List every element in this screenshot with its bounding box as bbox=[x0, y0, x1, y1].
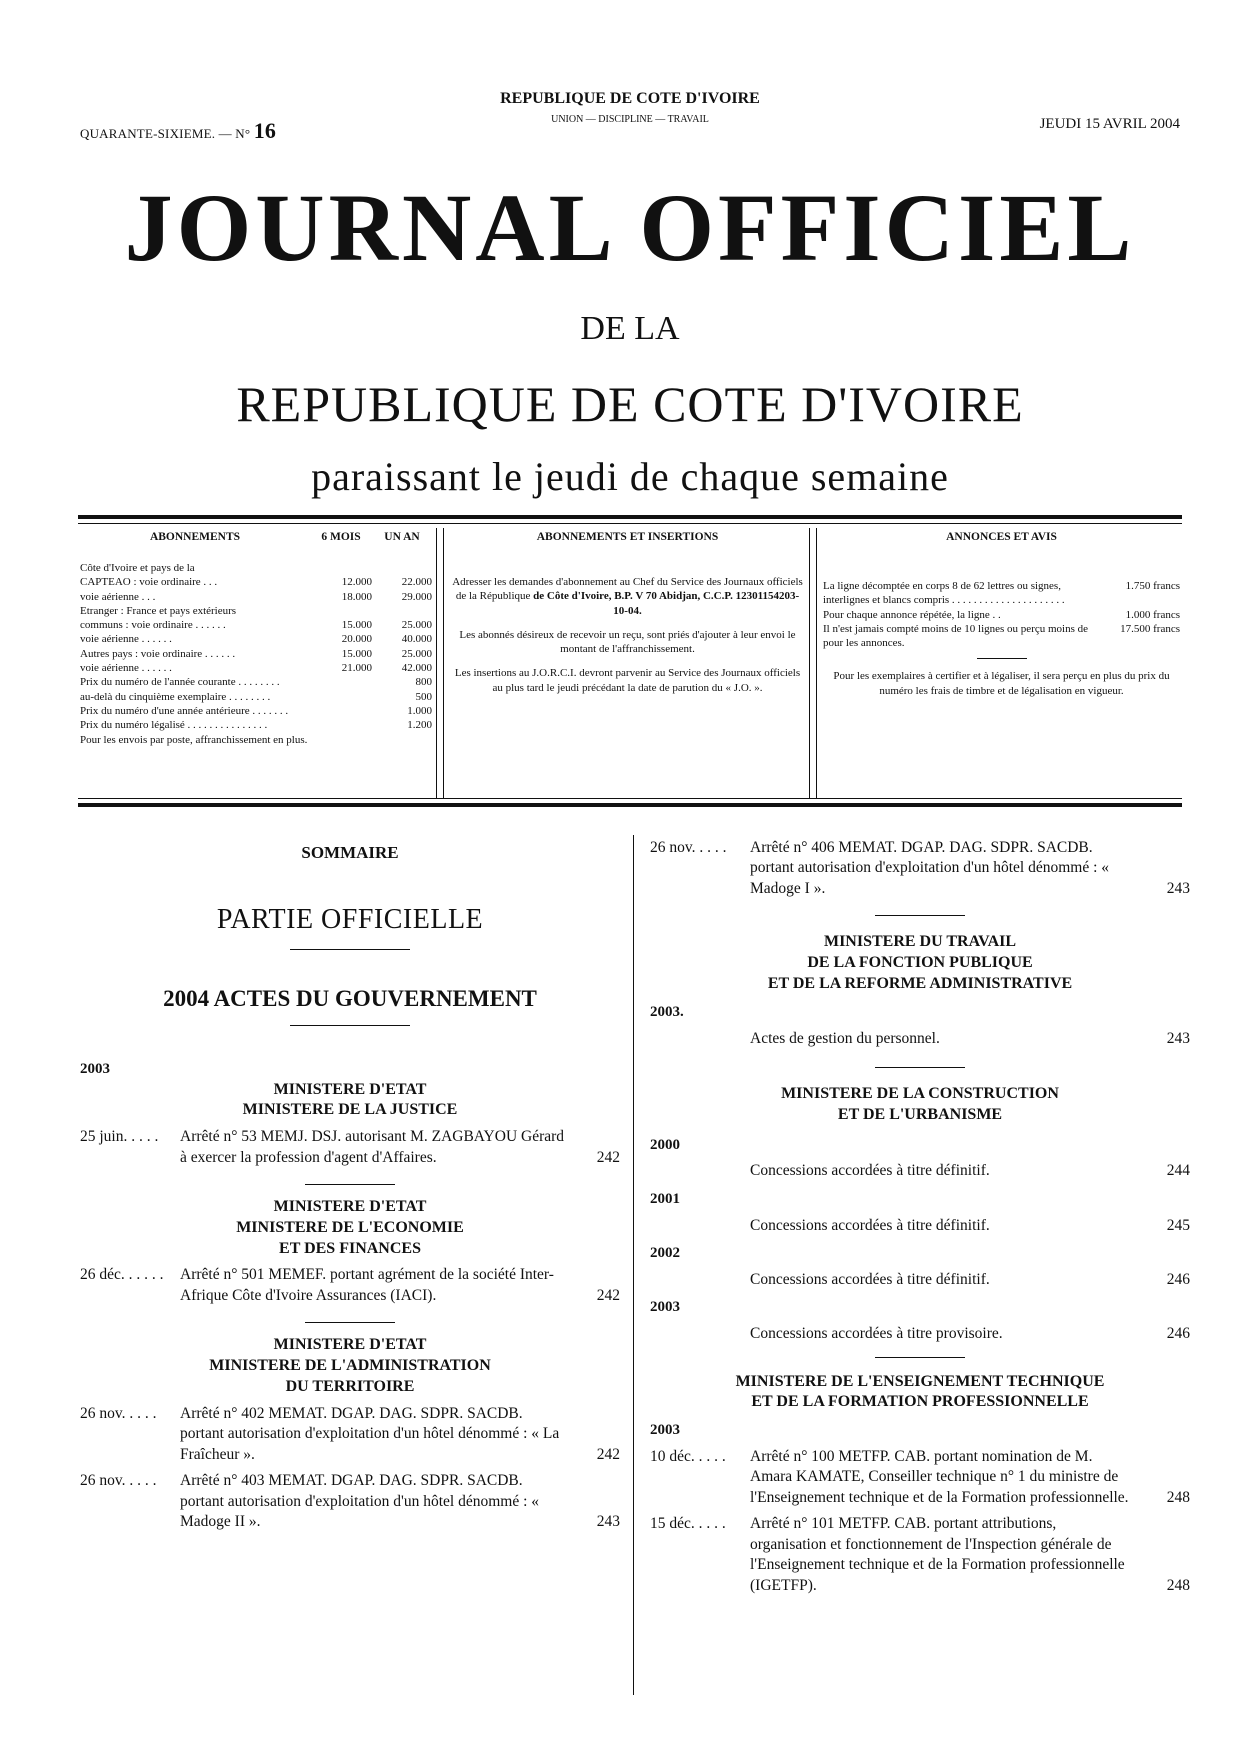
ministry-line: MINISTERE D'ETAT bbox=[273, 1336, 427, 1354]
rate-6-mois: 15.000 bbox=[341, 647, 372, 660]
entry-page: 243 bbox=[1166, 1029, 1190, 1047]
actes-gouvernement: 2004 ACTES DU GOUVERNEMENT bbox=[163, 986, 537, 1012]
motto: UNION — DISCIPLINE — TRAVAIL bbox=[551, 114, 709, 125]
insertions-heading: ABONNEMENTS ET INSERTIONS bbox=[536, 531, 719, 543]
entry-text: Concessions accordées à titre provisoire. bbox=[750, 1325, 1003, 1343]
entry-page: 242 bbox=[596, 1445, 620, 1463]
rate-label: voie aérienne . . . . . . bbox=[80, 662, 172, 675]
rate-un-an: 25.000 bbox=[401, 647, 432, 660]
rate-label: CAPTEAO : voie ordinaire . . . bbox=[80, 576, 218, 589]
year-label: 2001 bbox=[650, 1190, 680, 1207]
subscriptions-intro: Côte d'Ivoire et pays de la bbox=[80, 561, 195, 574]
divider bbox=[875, 1357, 965, 1358]
year-label: 2000 bbox=[650, 1136, 680, 1153]
rate-6-mois bbox=[316, 604, 372, 618]
rate-6-mois: 21.000 bbox=[341, 662, 372, 675]
entry-text: Actes de gestion du personnel. bbox=[750, 1029, 940, 1047]
year-label: 2003. bbox=[650, 1003, 684, 1020]
ministry-line: ET DE L'URBANISME bbox=[837, 1105, 1003, 1123]
entry-text: Arrêté n° 100 METFP. CAB. portant nomination de M. Amara KAMATE, Conseiller technique n° 1 du ministre de l'Enseignement technique et de la Formation professionnelle. bbox=[750, 1447, 1129, 1506]
rate-row bbox=[80, 661, 432, 675]
ministry-line: MINISTERE D'ETAT bbox=[273, 1080, 427, 1098]
entry-date: 26 nov. . . . . bbox=[80, 1404, 157, 1422]
rate-label: Etranger : France et pays extérieurs bbox=[80, 604, 237, 617]
rate-6-mois bbox=[316, 690, 372, 704]
subscriptions-box bbox=[80, 530, 432, 795]
col-6-mois: 6 MOIS bbox=[321, 531, 361, 543]
divider bbox=[305, 1184, 395, 1185]
sommaire-entry[interactable] bbox=[650, 838, 1190, 899]
ministry-line: DE LA FONCTION PUBLIQUE bbox=[807, 954, 1033, 972]
year-label: 2003 bbox=[650, 1422, 680, 1439]
ministry-line: DU TERRITOIRE bbox=[285, 1377, 415, 1395]
issue-date: JEUDI 15 AVRIL 2004 bbox=[1039, 116, 1180, 132]
republic-name: REPUBLIQUE DE COTE D'IVOIRE bbox=[236, 376, 1024, 432]
sommaire-title: SOMMAIRE bbox=[301, 843, 399, 862]
rate-row bbox=[80, 690, 432, 704]
entry-page: 248 bbox=[1166, 1488, 1190, 1506]
ministry-line: ET DES FINANCES bbox=[279, 1239, 421, 1257]
rate-label: Prix du numéro de l'année courante . . . . . . . . bbox=[80, 676, 280, 689]
sommaire-entry[interactable] bbox=[650, 1216, 1190, 1236]
divider bbox=[78, 803, 1182, 807]
subscriptions-heading: ABONNEMENTS bbox=[149, 531, 241, 543]
ministry-line: ET DE LA FORMATION PROFESSIONNELLE bbox=[751, 1393, 1089, 1411]
box-separator bbox=[436, 528, 444, 798]
rate-6-mois: 20.000 bbox=[341, 633, 372, 646]
rate-label: communs : voie ordinaire . . . . . . bbox=[80, 619, 226, 632]
entry-text: Concessions accordées à titre définitif. bbox=[750, 1216, 990, 1234]
year-label: 2003 bbox=[650, 1299, 680, 1316]
sommaire-entry[interactable] bbox=[650, 1514, 1190, 1596]
ministry-line: MINISTERE D'ETAT bbox=[273, 1198, 427, 1216]
entry-text: Concessions accordées à titre définitif. bbox=[750, 1270, 990, 1288]
publication-frequency: paraissant le jeudi de chaque semaine bbox=[311, 454, 949, 499]
ministry-line: MINISTERE DE LA JUSTICE bbox=[242, 1101, 458, 1119]
ministry-heading bbox=[80, 1197, 620, 1259]
issue-prefix: QUARANTE-SIXIEME. — N° bbox=[80, 126, 251, 141]
entry-date: 26 nov. . . . . bbox=[80, 1472, 157, 1490]
rate-un-an: 40.000 bbox=[401, 633, 432, 646]
sommaire-entry[interactable] bbox=[80, 1127, 620, 1168]
divider bbox=[290, 949, 410, 950]
rate-label: Prix du numéro d'une année antérieure . . . . . . . bbox=[80, 704, 289, 717]
ministry-line: ET DE LA REFORME ADMINISTRATIVE bbox=[767, 974, 1073, 992]
col-un-an: UN AN bbox=[384, 531, 420, 543]
republic-header: REPUBLIQUE DE COTE D'IVOIRE bbox=[500, 90, 760, 107]
sommaire-entry[interactable] bbox=[80, 1471, 620, 1532]
ministry-heading bbox=[650, 1372, 1190, 1414]
rate-un-an bbox=[372, 604, 432, 618]
entry-page: 244 bbox=[1166, 1162, 1190, 1180]
entry-page: 245 bbox=[1166, 1216, 1190, 1234]
rate-un-an: 22.000 bbox=[401, 576, 432, 589]
entry-page: 248 bbox=[1166, 1576, 1190, 1594]
insertions-address bbox=[450, 575, 805, 618]
entry-text: Arrêté n° 402 MEMAT. DGAP. DAG. SDPR. SACDB. portant autorisation d'exploitation d'un hôtel dénommé : « La Fraîcheur ». bbox=[180, 1404, 560, 1463]
entry-text: Arrêté n° 406 MEMAT. DGAP. DAG. SDPR. SACDB. portant autorisation d'exploitation d'un hôtel dénommé : « Madoge I ». bbox=[750, 839, 1110, 897]
entry-page: 242 bbox=[596, 1286, 620, 1304]
ministry-line: MINISTERE DE L'ECONOMIE bbox=[236, 1218, 464, 1236]
entry-page: 246 bbox=[1166, 1325, 1190, 1343]
rates-list bbox=[80, 575, 432, 732]
divider bbox=[305, 1322, 395, 1323]
masthead-top bbox=[80, 90, 1180, 150]
entry-page: 243 bbox=[596, 1513, 620, 1530]
entry-text: Arrêté n° 403 MEMAT. DGAP. DAG. SDPR. SACDB. portant autorisation d'exploitation d'un hôtel dénommé : « Madoge II ». bbox=[180, 1472, 540, 1530]
rate-label: au-delà du cinquième exemplaire . . . . . . . . bbox=[80, 690, 271, 703]
rate-row bbox=[80, 704, 432, 718]
sommaire-entry[interactable] bbox=[80, 1265, 620, 1306]
ministry-heading bbox=[650, 1084, 1190, 1126]
ministry-heading bbox=[80, 1335, 620, 1397]
year-label: 2003 bbox=[80, 1060, 110, 1077]
ministry-line: MINISTERE DE LA CONSTRUCTION bbox=[781, 1085, 1059, 1102]
annonce-line bbox=[823, 622, 1180, 651]
sommaire-entry[interactable] bbox=[650, 1447, 1190, 1508]
ministry-heading bbox=[80, 1080, 620, 1122]
rate-label: voie aérienne . . . bbox=[80, 590, 156, 603]
annonce-line bbox=[823, 608, 1180, 622]
ministry-heading bbox=[650, 932, 1190, 994]
sommaire-entry[interactable] bbox=[650, 1270, 1190, 1290]
insertions-address-bold: de Côte d'Ivoire, B.P. V 70 Abidjan, C.C.P. 12301154203-10-04. bbox=[533, 590, 800, 617]
annonce-price: 1.750 francs bbox=[1125, 579, 1180, 592]
rate-row bbox=[80, 718, 432, 732]
insertions-box bbox=[450, 530, 805, 795]
rate-label: voie aérienne . . . . . . bbox=[80, 633, 172, 646]
rate-un-an: 25.000 bbox=[401, 619, 432, 632]
entry-text: Arrêté n° 101 METFP. CAB. portant attributions, organisation et fonctionnement de l'Inspection générale de l'Enseignement technique et de la Formation professionnelle (IGETFP). bbox=[750, 1515, 1125, 1594]
entry-text: Arrêté n° 53 MEMJ. DSJ. autorisant M. ZAGBAYOU Gérard à exercer la profession d'agent d'Affaires. bbox=[180, 1128, 565, 1166]
issue-number: 16 bbox=[253, 118, 277, 143]
insertions-address-text: Adresser les demandes d'abonnement au Chef du Service des Journaux officiels de la République bbox=[452, 575, 803, 603]
rate-6-mois: 12.000 bbox=[341, 576, 372, 589]
box-separator bbox=[809, 528, 817, 798]
sommaire-entry[interactable] bbox=[650, 1324, 1190, 1344]
entry-text: Arrêté n° 501 MEMEF. portant agrément de la société Inter-Afrique Côte d'Ivoire Assurances (IACI). bbox=[180, 1266, 554, 1304]
divider bbox=[78, 798, 1182, 799]
annonce-line bbox=[823, 579, 1180, 608]
annonces-box bbox=[823, 530, 1180, 795]
rate-row bbox=[80, 632, 432, 646]
entry-date: 26 nov. . . . . bbox=[650, 839, 727, 856]
year-label: 2002 bbox=[650, 1245, 680, 1262]
annonce-text: Pour chaque annonce répétée, la ligne . . bbox=[823, 608, 1001, 621]
insertions-deadline-note: Les insertions au J.O.R.C.I. devront parvenir au Service des Journaux officiels au plus tard le jeudi précédant la date de parution du « J.O. ». bbox=[454, 667, 801, 694]
title-de-la: DE LA bbox=[580, 310, 680, 347]
annonce-price: 17.500 francs bbox=[1120, 622, 1180, 635]
entry-date: 15 déc. . . . . bbox=[650, 1515, 726, 1533]
divider bbox=[78, 515, 1182, 519]
sommaire-entry[interactable] bbox=[80, 1404, 620, 1465]
divider bbox=[875, 1067, 965, 1068]
divider bbox=[78, 523, 1182, 524]
rate-row bbox=[80, 604, 432, 618]
divider bbox=[290, 1025, 410, 1026]
rate-un-an: 1.200 bbox=[407, 719, 432, 732]
annonce-text: La ligne décomptée en corps 8 de 62 lettres ou signes, interlignes et blancs compris . . . . . . . . . . . . . . . . . . . . . bbox=[823, 579, 1065, 607]
subscriptions-header bbox=[80, 530, 432, 545]
annonce-text: Il n'est jamais compté moins de 10 lignes ou perçu moins de pour les annonces. bbox=[823, 622, 1089, 650]
ministry-line: MINISTERE DE L'ENSEIGNEMENT TECHNIQUE bbox=[735, 1372, 1105, 1390]
rate-row bbox=[80, 618, 432, 632]
entry-page: 243 bbox=[1166, 879, 1190, 897]
column-separator bbox=[633, 835, 634, 1695]
annonce-price: 1.000 francs bbox=[1125, 608, 1180, 621]
sommaire-entry[interactable] bbox=[650, 1029, 1190, 1049]
rate-6-mois bbox=[316, 675, 372, 689]
rate-label: Prix du numéro légalisé . . . . . . . . . . . . . . . bbox=[80, 719, 268, 732]
entry-date: 25 juin. . . . . bbox=[80, 1128, 159, 1146]
divider bbox=[977, 658, 1027, 659]
entry-text: Concessions accordées à titre définitif. bbox=[750, 1162, 990, 1180]
ministry-line: MINISTERE DU TRAVAIL bbox=[823, 933, 1017, 951]
sommaire-entry[interactable] bbox=[650, 1161, 1190, 1181]
annonces-lines bbox=[823, 579, 1180, 650]
rate-6-mois bbox=[316, 704, 372, 718]
sommaire-left-column bbox=[80, 840, 620, 1532]
rate-6-mois bbox=[316, 718, 372, 732]
insertions-receipt-note: Les abonnés désireux de recevoir un reçu, sont priés d'ajouter à leur envoi le montant de l'affranchissement. bbox=[459, 628, 796, 656]
journal-title: JOURNAL OFFICIEL bbox=[124, 174, 1136, 281]
entry-page: 242 bbox=[596, 1148, 620, 1166]
rate-un-an: 1.000 bbox=[407, 704, 432, 717]
rate-row bbox=[80, 575, 432, 589]
entry-page: 246 bbox=[1166, 1270, 1190, 1288]
rate-label: Autres pays : voie ordinaire . . . . . . bbox=[80, 647, 236, 660]
ministry-line: MINISTERE DE L'ADMINISTRATION bbox=[209, 1357, 491, 1375]
rate-row bbox=[80, 675, 432, 689]
rate-un-an: 500 bbox=[415, 690, 432, 703]
partie-officielle: PARTIE OFFICIELLE bbox=[216, 904, 484, 936]
rate-un-an: 42.000 bbox=[401, 662, 432, 675]
entry-date: 26 déc. . . . . . bbox=[80, 1266, 164, 1284]
annonces-heading: ANNONCES ET AVIS bbox=[946, 531, 1057, 543]
rate-un-an: 800 bbox=[415, 676, 432, 689]
subscriptions-note: Pour les envois par poste, affranchissement en plus. bbox=[80, 733, 308, 746]
entry-date: 10 déc. . . . . bbox=[650, 1447, 726, 1465]
annonces-note: Pour les exemplaires à certifier et à légaliser, il sera perçu en plus du prix du numéro les frais de timbre et de légalisation en vigueur. bbox=[833, 670, 1170, 697]
rate-row bbox=[80, 647, 432, 661]
rate-row bbox=[80, 590, 432, 604]
divider bbox=[875, 915, 965, 916]
rate-un-an: 29.000 bbox=[401, 590, 432, 603]
rate-6-mois: 15.000 bbox=[341, 619, 372, 632]
rate-6-mois: 18.000 bbox=[341, 590, 372, 603]
sommaire-right-column bbox=[650, 840, 1190, 1596]
